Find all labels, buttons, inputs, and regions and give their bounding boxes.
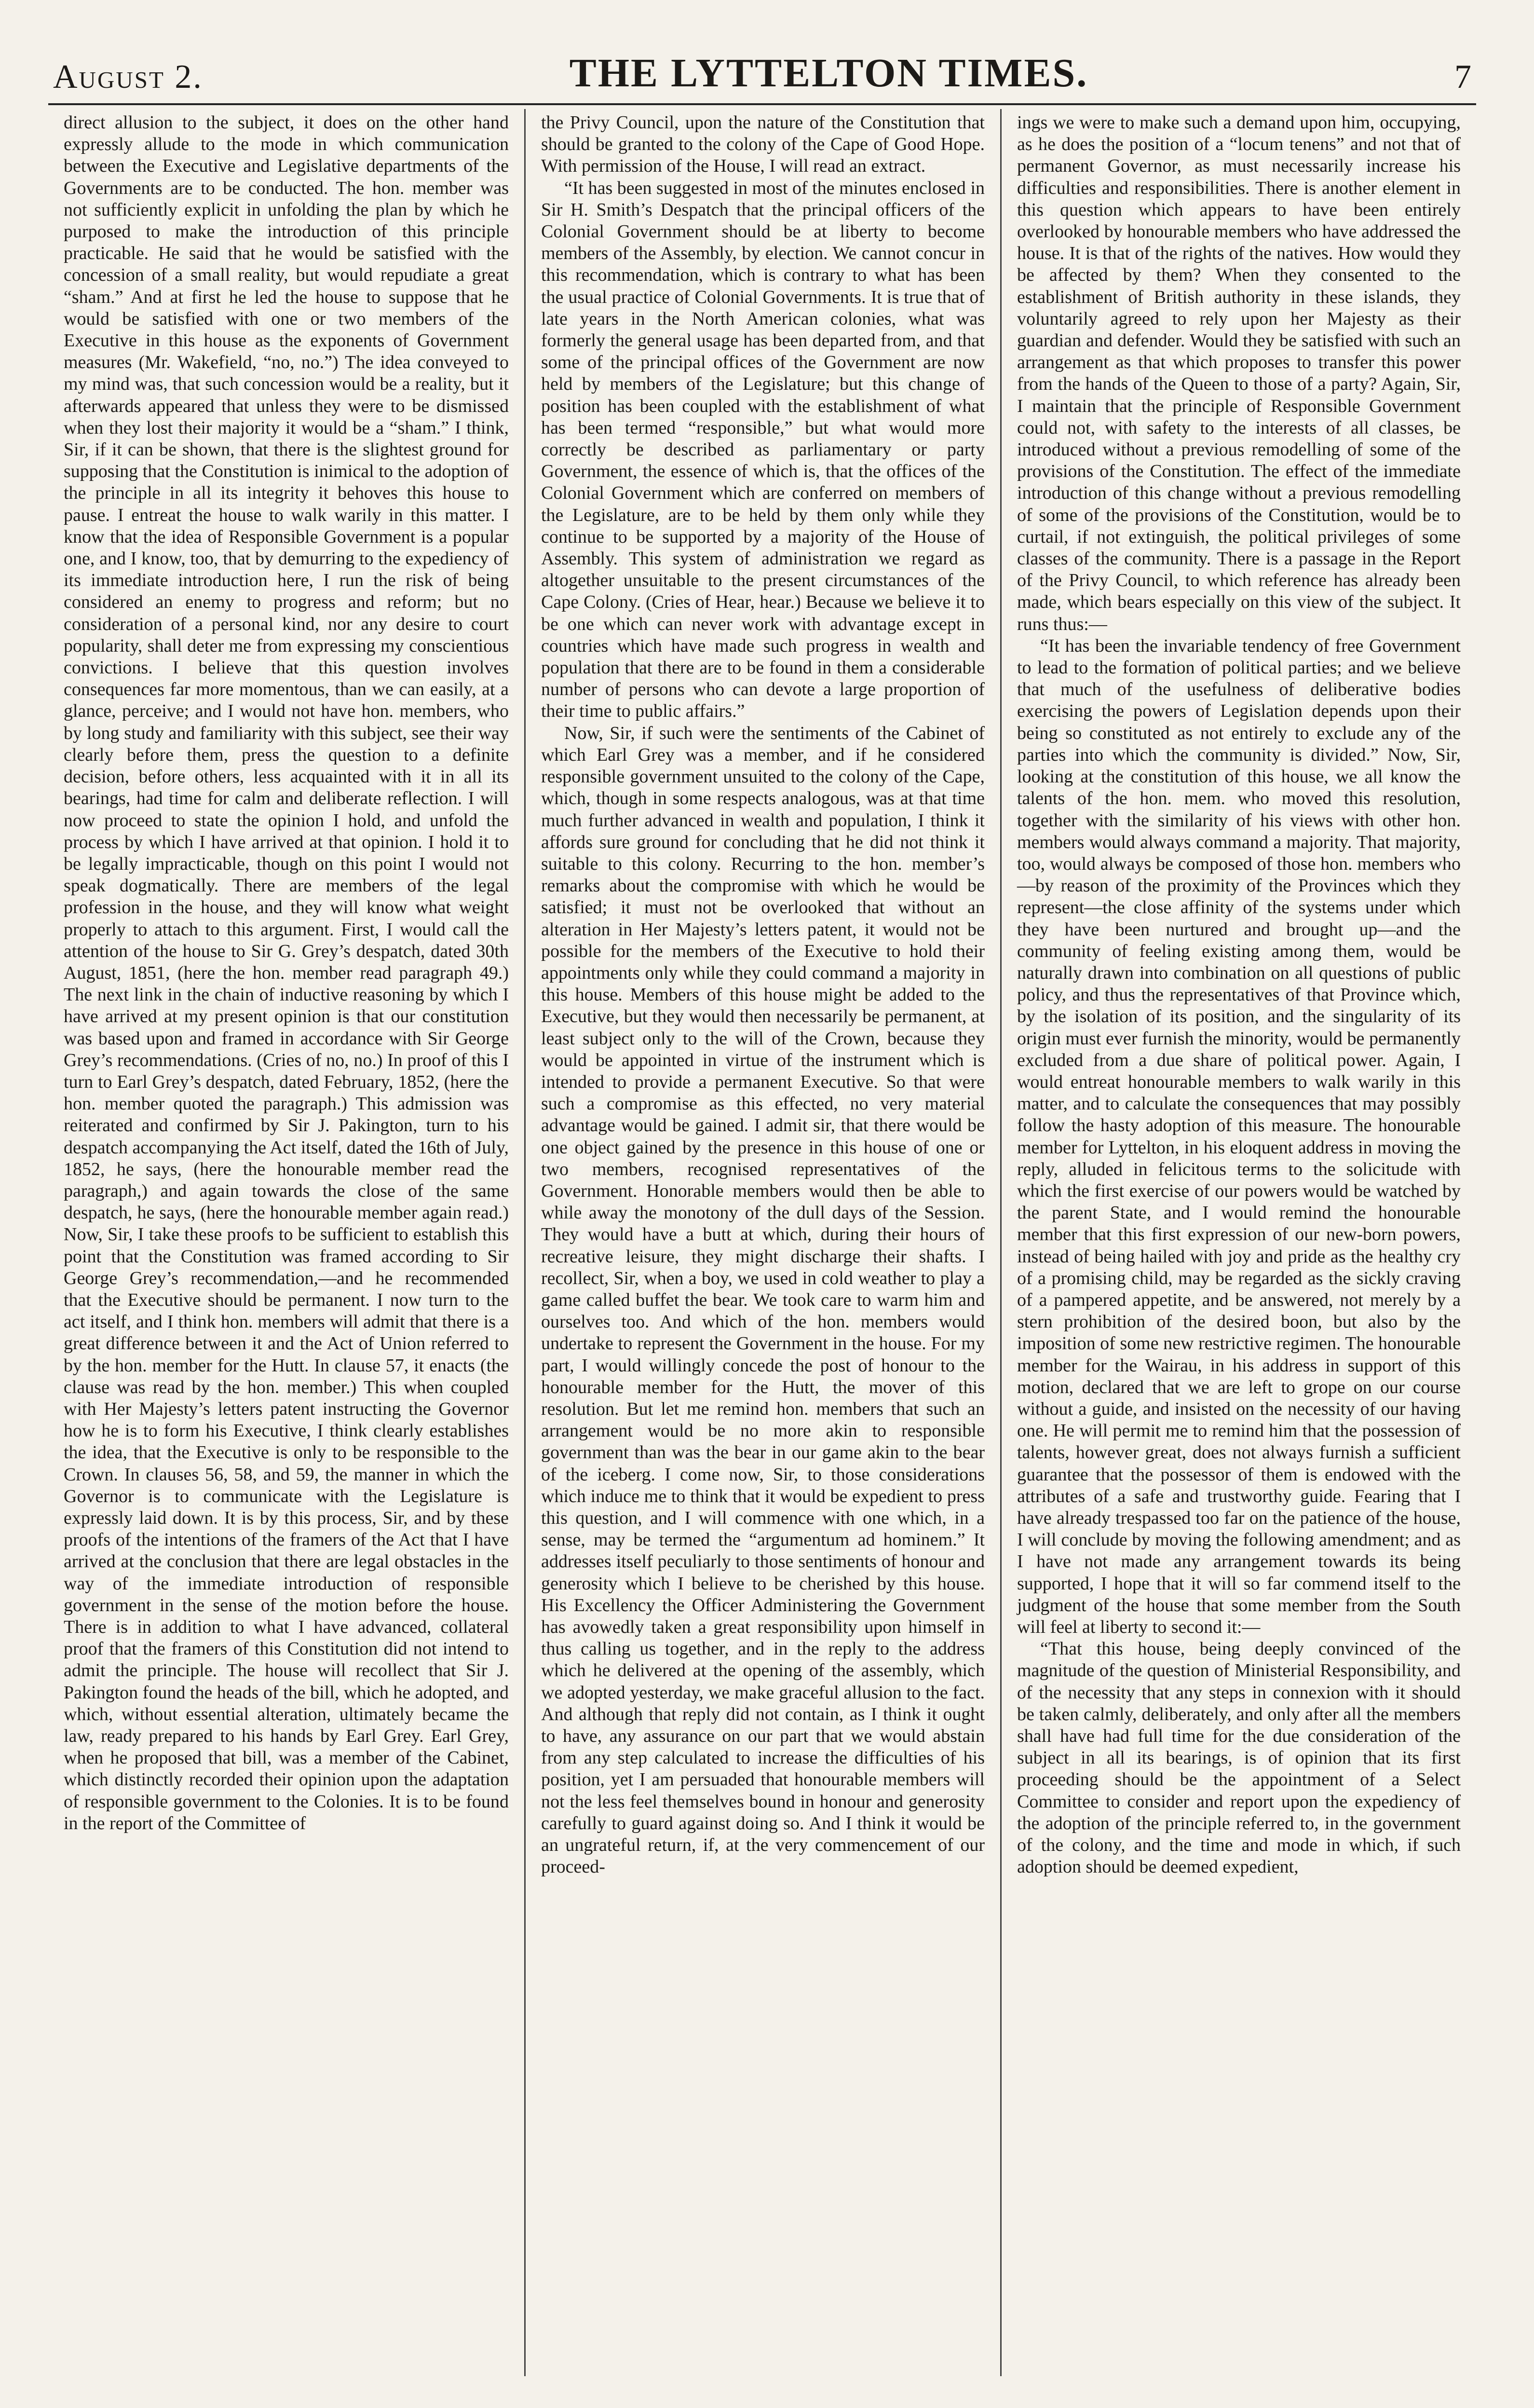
column-1 bbox=[48, 109, 524, 2376]
masthead-rule bbox=[48, 103, 1476, 105]
masthead bbox=[48, 48, 1476, 96]
article-paragraph: direct allusion to the subject, it does on the other hand expressly allude to the mode in which communication between the Executive and Legislative departments of the Governments are to be conducted. The hon. member was not sufficiently explicit in unfolding the plan by which he purposed to make the introduction of this principle practicable. He said that he would be satisfied with the concession of a small reality, but would repudiate a great “sham.” And at first he led the house to suppose that he would be satisfied with one or two members of the Executive in this house as the exponents of Government measures (Mr. Wakefield, “no, no.”) The idea conveyed to my mind was, that such concession would be a reality, but it afterwards appeared that unless they were to be dismissed when they lost their majority it would be a “sham.” I think, Sir, if it can be shown, that there is the slightest ground for supposing that the Constitution is inimical to the adoption of the principle in all its integrity it behoves this house to pause. I entreat the house to walk warily in this matter. I know that the idea of Responsible Government is a popular one, and I know, too, that by demurring to the expediency of its immediate introduction here, I run the risk of being considered an enemy to progress and reform; but no consideration of a personal kind, nor any desire to court popularity, shall deter me from expressing my conscientious convictions. I believe that this question involves consequences far more momentous, than we can easily, at a glance, perceive; and I would not have hon. members, who by long study and familiarity with this subject, see their way clearly before them, press the question to a definite decision, before others, less acquainted with it in all its bearings, had time for calm and deliberate reflection. I will now proceed to state the opinion I hold, and unfold the process by which I have arrived at that opinion. I hold it to be legally impracticable, though on this point I would not speak dogmatically. There are members of the legal profession in the house, and they will know what weight properly to attach to this argument. First, I would call the attention of the house to Sir G. Grey’s despatch, dated 30th August, 1851, (here the hon. member read paragraph 49.) The next link in the chain of inductive reasoning by which I have arrived at my present opinion is that our constitution was based upon and framed in accordance with Sir George Grey’s recommendations. (Cries of no, no.) In proof of this I turn to Earl Grey’s despatch, dated February, 1852, (here the hon. member quoted the paragraph.) This admission was reiterated and confirmed by Sir J. Pakington, turn to his despatch accompanying the Act itself, dated the 16th of July, 1852, he says, (here the honourable member read the paragraph,) and again towards the close of the same despatch, he says, (here the honourable member again read.) Now, Sir, I take these proofs to be sufficient to establish this point that the Constitution was framed according to Sir George Grey’s recommendation,—and he recommended that the Executive should be permanent. I now turn to the act itself, and I think hon. members will admit that there is a great difference between it and the Act of Union referred to by the hon. member for the Hutt. In clause 57, it enacts (the clause was read by the hon. member.) This when coupled with Her Majesty’s letters patent instructing the Governor how he is to form his Executive, I think clearly establishes the idea, that the Executive is only to be responsible to the Crown. In clauses 56, 58, and 59, the manner in which the Governor is to communicate with the Legislature is expressly laid down. It is by this process, Sir, and by these proofs of the intentions of the framers of the Act that I have arrived at the conclusion that there are legal obstacles in the way of the immediate introduction of responsible government in the sense of the motion before the house. There is in addition to what I have advanced, collateral proof that the framers of this Constitution did not intend to admit the principle. The house will recollect that Sir J. Pakington found the heads of the bill, which he adopted, and which, without essential alteration, ultimately became the law, ready prepared to his hands by Earl Grey. Earl Grey, when he proposed that bill, was a member of the Cabinet, which distinctly recorded their opinion upon the adaptation of responsible government to the Colonies. It is to be found in the report of the Committee of bbox=[64, 112, 509, 1833]
issue-date: August 2. bbox=[53, 58, 203, 96]
page-number: 7 bbox=[1454, 58, 1471, 96]
quoted-extract: “It has been suggested in most of the minutes enclosed in Sir H. Smith’s Despatch that the principal officers of the Colonial Government should be at liberty to become members of the Assembly, by election. We cannot concur in this recommendation, which is contrary to what has been the usual practice of Colonial Governments. It is true that of late years in the North American colonies, what was formerly the general usage has been departed from, and that some of the principal offices of the Government are now held by members of the Legislature; but this change of position has been coupled with the establishment of what has been termed “responsible,” but what would more correctly be described as parliamentary or party Government, the essence of which is, that the offices of the Colonial Government which are conferred on members of the Legislature, are to be held by them only while they continue to be supported by a majority of the House of Assembly. This system of administration we regard as altogether unsuitable to the present circumstances of the Cape Colony. (Cries of Hear, hear.) Because we believe it to be one which can never work with advantage except in countries which have made such progress in wealth and population that there are to be found in them a considerable number of persons who can devote a large proportion of their time to public affairs.” bbox=[541, 178, 985, 722]
column-2 bbox=[524, 109, 1000, 2376]
article-columns bbox=[48, 109, 1476, 2376]
article-paragraph: ings we were to make such a demand upon him, occupying, as he does the position of a “locum tenens” and not that of permanent Governor, as must necessarily increase his difficulties and responsibilities. There is another element in this question which appears to have been entirely overlooked by honourable members who have addressed the house. It is that of the rights of the natives. How would they be affected by them? When they consented to the establishment of British authority in these islands, they voluntarily agreed to rely upon her Majesty as their guardian and defender. Would they be satisfied with such an arrangement as that which proposes to transfer this power from the hands of the Queen to those of a party? Again, Sir, I maintain that the principle of Responsible Government could not, with safety to the interests of all classes, be introduced without a previous remodelling of some of the provisions of the Constitution. The effect of the immediate introduction of this change without a previous remodelling of some of the provisions of the Constitution, would be to curtail, if not extinguish, the political privileges of some classes of the community. There is a passage in the Report of the Privy Council, to which reference has already been made, which bears especially on this view of the subject. It runs thus:— bbox=[1017, 112, 1461, 634]
article-paragraph: the Privy Council, upon the nature of the Constitution that should be granted to the colony of the Cape of Good Hope. With permission of the House, I will read an extract. bbox=[541, 112, 985, 177]
article-paragraph: Now, Sir, if such were the sentiments of the Cabinet of which Earl Grey was a member, and if he considered responsible government unsuited to the colony of the Cape, which, though in some respects analogous, was at that time much further advanced in wealth and population, I think it affords sure ground for concluding that he did not think it suitable to this colony. Recurring to the hon. member’s remarks about the compromise with which he would be satisfied; it must not be overlooked that without an alteration in Her Majesty’s letters patent, it would not be possible for the members of the Executive to hold their appointments only while they could command a majority in this house. Members of this house might be added to the Executive, but they would then necessarily be permanent, at least subject only to the will of the Crown, because they would be appointed in virtue of the instrument which is intended to provide a permanent Executive. So that were such a compromise as this effected, no very material advantage would be gained. I admit sir, that there would be one object gained by the presence in this house of one or two members, recognised representatives of the Government. Honorable members would then be able to while away the monotony of the dull days of the Session. They would have a butt at which, during their hours of recreative leisure, they might discharge their shafts. I recollect, Sir, when a boy, we used in cold weather to play a game called buffet the bear. We took care to warm him and ourselves too. And which of the hon. members would undertake to represent the Government in the house. For my part, I would willingly concede the post of honour to the honourable member for the Hutt, the mover of this resolution. But let me remind hon. members that such an arrangement would be no more akin to responsible government than was the bear in our game akin to the bear of the iceberg. I come now, Sir, to those considerations which induce me to think that it would be expedient to press this question, and I will commence with one which, in a sense, may be termed the “argumentum ad hominem.” It addresses itself peculiarly to those sentiments of honour and generosity which I believe to be cherished by this house. His Excellency the Officer Administering the Government has avowedly taken a great responsibility upon himself in thus calling us together, and in the reply to the address which he delivered at the opening of the assembly, which we adopted yesterday, we make graceful allusion to the fact. And although that reply did not contain, as I think it ought to have, any assurance on our part that we would abstain from any step calculated to increase the difficulties of his position, yet I am persuaded that honourable members will not the less feel themselves bound in honour and generosity carefully to guard against doing so. And I think it would be an ungrateful return, if, at the very commencement of our proceed- bbox=[541, 723, 985, 1877]
column-3 bbox=[1000, 109, 1476, 2376]
amendment-text: “That this house, being deeply convinced of the magnitude of the question of Ministerial Responsibility, and of the necessity that any steps in connexion with it should be taken calmly, deliberately, and only after all the members shall have had full time for the due consideration of the subject in all its bearings, is of opinion that its first proceeding should be the appointment of a Select Committee to consider and report upon the expediency of the adoption of the principle referred to, in the government of the colony, and the time and mode in which, if such adoption should be deemed expedient, bbox=[1017, 1639, 1461, 1877]
quoted-extract: “It has been the invariable tendency of free Government to lead to the formation of political parties; and we believe that much of the usefulness of deliberative bodies exercising the powers of Legislation depends upon their being so constituted as not entirely to exclude any of the parties into which the community is divided.” Now, Sir, looking at the constitution of this house, we all know the talents of the hon. mem. who moved this resolution, together with the similarity of his views with other hon. members would always command a majority. That majority, too, would always be composed of those hon. members who—by reason of the proximity of the Provinces which they represent—the close affinity of the systems under which they have been nurtured and brought up—and the community of feeling existing among them, would be naturally drawn into combination on all questions of public policy, and thus the representatives of that Province which, by the isolation of its position, and the singularity of its origin must ever furnish the minority, would be permanently excluded from a due share of political power. Again, I would entreat honourable members to walk warily in this matter, and to calculate the consequences that may possibly follow the hasty adoption of this measure. The honourable member for Lyttelton, in his eloquent address in moving the reply, alluded in felicitous terms to the solicitude with which the first exercise of our powers would be watched by the parent State, and I would remind the honourable member that this first expression of our new-born powers, instead of being hailed with joy and pride as the healthy cry of a promising child, may be regarded as the sickly craving of a pampered appetite, and be answered, not merely by a stern prohibition of the desired boon, but also by the imposition of some new restrictive regimen. The honourable member for the Wairau, in his address in support of this motion, declared that we are left to grope on our course without a guide, and insisted on the necessity of our having one. He will permit me to remind him that the possession of talents, however great, does not always furnish a sufficient guarantee that the possessor of them is endowed with the attributes of a safe and trustworthy guide. Fearing that I have already trespassed too far on the patience of the house, I will conclude by moving the following amendment; and as I have not made any arrangement towards its being supported, I hope that it will so far commend itself to the judgment of the house that some member from the South will feel at liberty to second it:— bbox=[1017, 635, 1461, 1638]
newspaper-title: THE LYTTELTON TIMES. bbox=[569, 51, 1088, 96]
